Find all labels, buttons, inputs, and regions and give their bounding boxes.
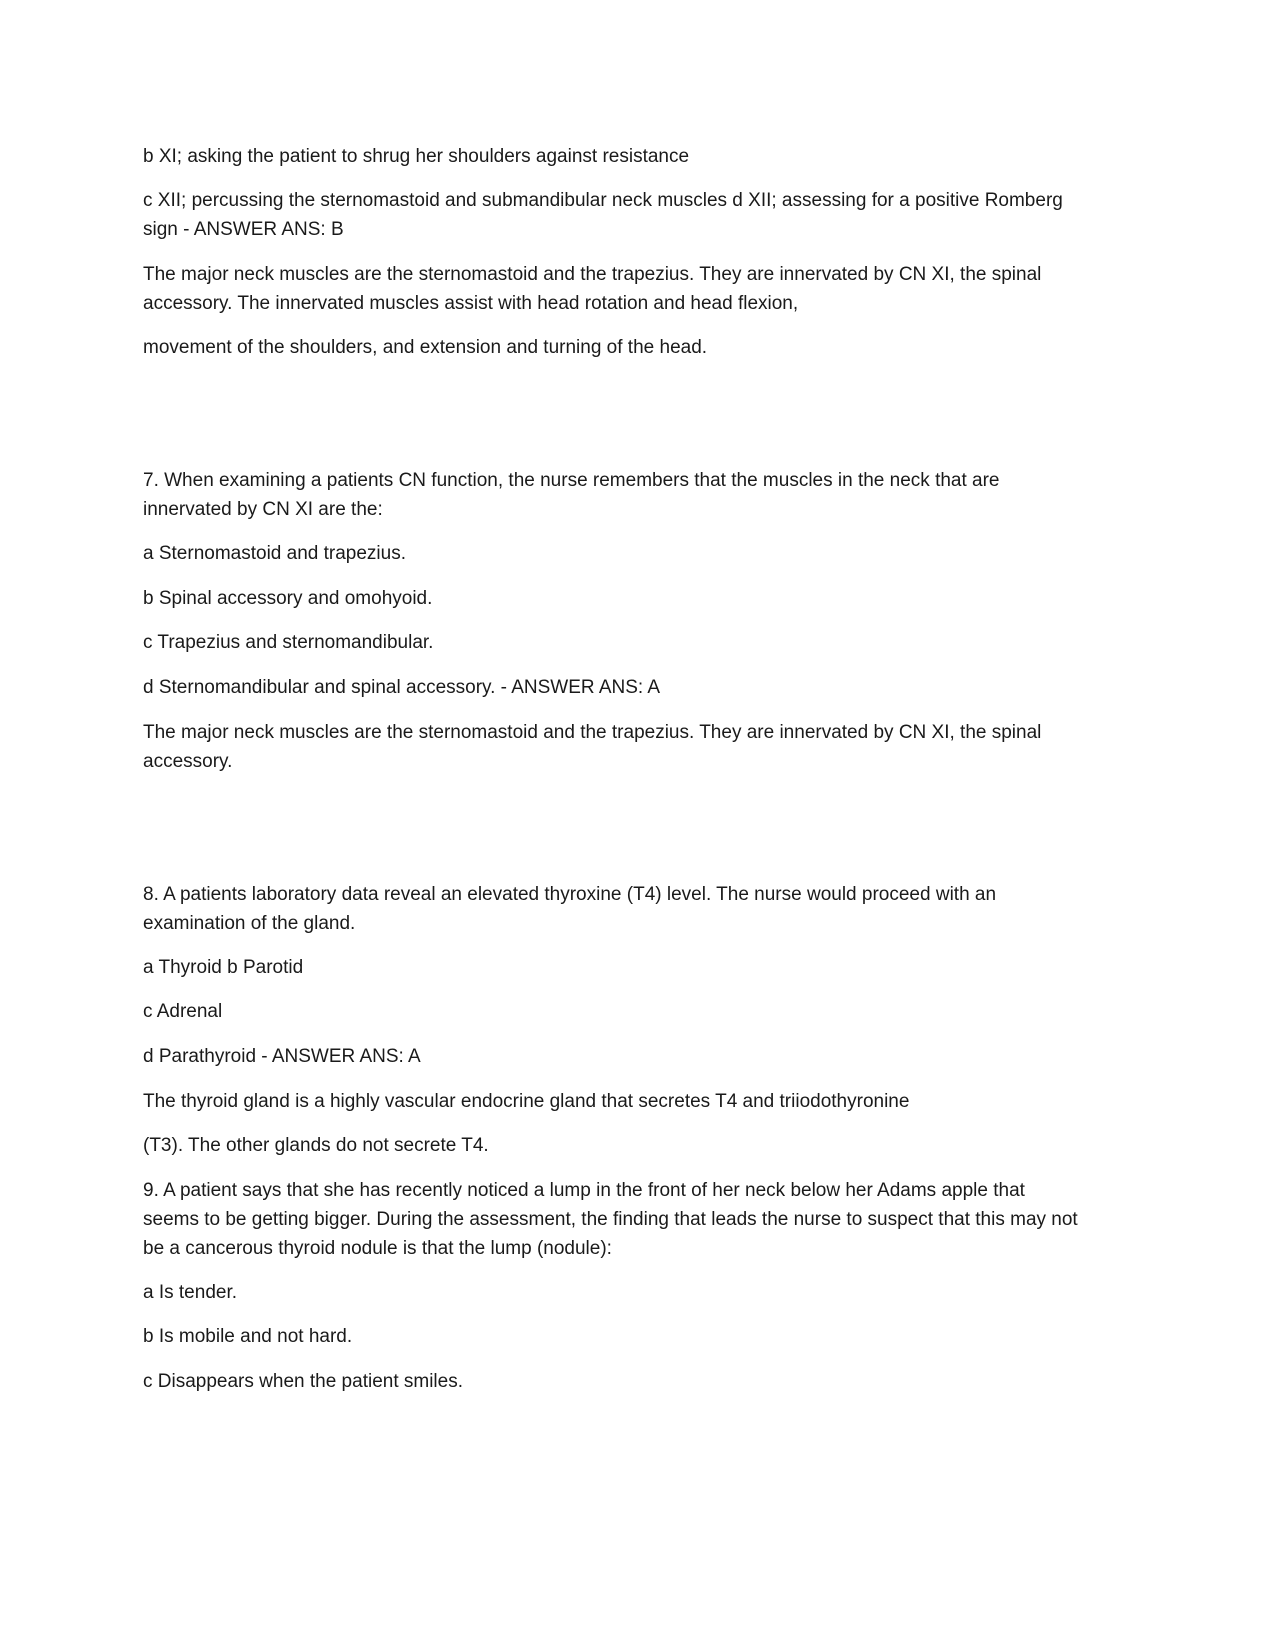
rationale-q8: The thyroid gland is a highly vascular endocrine gland that secretes T4 and triiodothyronine bbox=[143, 1091, 910, 1112]
answer-options-c-d-q6: c XII; percussing the sternomastoid and submandibular neck muscles d XII; assessing for a positive Romberg sign - ANSWER ANS: B bbox=[143, 190, 1063, 240]
rationale-q7: The major neck muscles are the sternomastoid and the trapezius. They are innervated by CN XI, the spinal accessory. bbox=[143, 722, 1042, 772]
answer-option-c-q7: c Trapezius and sternomandibular. bbox=[143, 632, 434, 653]
answer-option-b-q9: b Is mobile and not hard. bbox=[143, 1326, 353, 1347]
question-9: 9. A patient says that she has recently noticed a lump in the front of her neck below her Adams apple that seems to be getting bigger. During the assessment, the finding that leads the nurse to suspect that this may not be a cancerous thyroid nodule is that the lump (nodule): bbox=[143, 1180, 1078, 1259]
answer-option-a-q9: a Is tender. bbox=[143, 1282, 238, 1303]
answer-option-c-q9: c Disappears when the patient smiles. bbox=[143, 1371, 463, 1392]
answer-option-a-q7: a Sternomastoid and trapezius. bbox=[143, 543, 406, 564]
answer-option-b-q7: b Spinal accessory and omohyoid. bbox=[143, 588, 433, 609]
answer-option-d-q7: d Sternomandibular and spinal accessory. - ANSWER ANS: A bbox=[143, 677, 661, 698]
answer-option-b-q6: b XI; asking the patient to shrug her shoulders against resistance bbox=[143, 146, 690, 167]
rationale-q6-continued: movement of the shoulders, and extension and turning of the head. bbox=[143, 337, 708, 358]
answer-option-c-q8: c Adrenal bbox=[143, 1001, 223, 1022]
answer-options-a-b-q8: a Thyroid b Parotid bbox=[143, 957, 304, 978]
question-7: 7. When examining a patients CN function, the nurse remembers that the muscles in the neck that are innervated by CN XI are the: bbox=[143, 470, 1000, 520]
rationale-q6: The major neck muscles are the sternomastoid and the trapezius. They are innervated by CN XI, the spinal accessory. The innervated muscles assist with head rotation and head flexion, bbox=[143, 264, 1042, 314]
question-8: 8. A patients laboratory data reveal an elevated thyroxine (T4) level. The nurse would proceed with an examination of the gland. bbox=[143, 884, 997, 934]
rationale-q8-continued: (T3). The other glands do not secrete T4. bbox=[143, 1135, 489, 1156]
answer-option-d-q8: d Parathyroid - ANSWER ANS: A bbox=[143, 1046, 421, 1067]
